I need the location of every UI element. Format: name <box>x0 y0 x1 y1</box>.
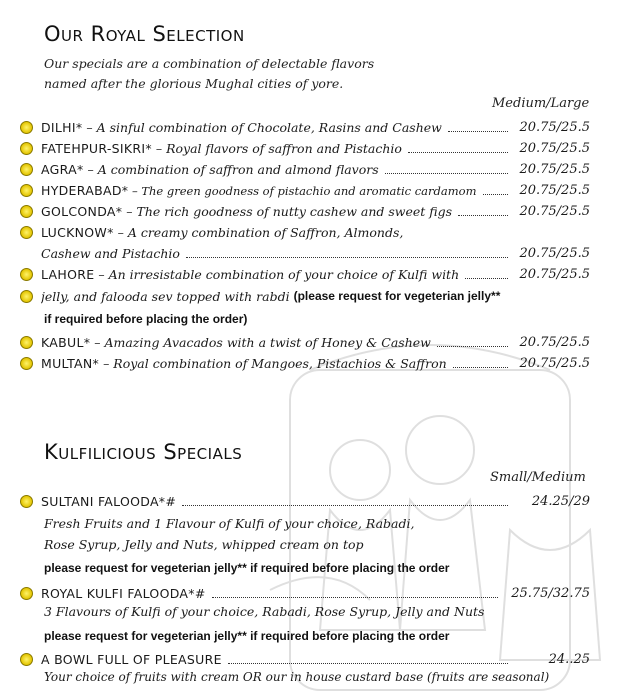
royal-intro <box>44 54 404 94</box>
menu-item-lahore <box>20 264 590 284</box>
royal-size-header: Medium/Large <box>492 96 590 111</box>
bullet-icon <box>20 495 33 508</box>
kulfilicious-title: Kulfilicious Specials <box>44 440 243 464</box>
bullet-icon <box>20 336 33 349</box>
bullet-icon <box>20 268 33 281</box>
item-desc: – A combination of saffron and almond flavors <box>83 161 379 177</box>
item-price: 20.75/25.5 <box>519 182 590 198</box>
menu-item-kabul <box>20 332 590 352</box>
menu-item-golconda <box>20 201 590 221</box>
item-price: 20.75/25.5 <box>519 161 590 177</box>
leader-dots <box>212 597 498 598</box>
menu-item-royal-kulfi-falooda <box>20 583 590 603</box>
royal-selection-title: Our Royal Selection <box>44 22 245 46</box>
item-desc: – Royal combination of Mangoes, Pistachios & Saffron <box>99 355 447 371</box>
menu-item-fatehpur-sikri <box>20 138 590 158</box>
menu-item-lucknow-line-2 <box>20 243 590 263</box>
item-desc: – A sinful combination of Chocolate, Rasins and Cashew <box>82 119 442 135</box>
menu-item-lahore-line-2 <box>20 286 590 306</box>
item-name: A BOWL FULL OF PLEASURE <box>41 651 222 667</box>
menu-item-multan <box>20 353 590 373</box>
item-name: DILHI* <box>41 119 83 135</box>
item-note-1: (please request for vegeterian jelly** <box>293 289 501 303</box>
kulfi-size-header: Small/Medium <box>490 470 586 485</box>
item-name: MULTAN* <box>41 355 100 371</box>
bullet-icon <box>20 357 33 370</box>
item-price: 20.75/25.5 <box>519 119 590 135</box>
bullet-icon <box>20 290 33 303</box>
item-price: 24.25/29 <box>531 493 590 509</box>
item-name: ROYAL KULFI FALOODA*# <box>41 585 206 601</box>
item-name: HYDERABAD* <box>41 182 129 198</box>
item-note: please request for vegeterian jelly** if required before placing the order <box>44 561 450 575</box>
item-name: KABUL* <box>41 334 91 350</box>
item-price: 20.75/25.5 <box>519 203 590 219</box>
item-note: please request for vegeterian jelly** if required before placing the order <box>44 629 450 643</box>
leader-dots <box>458 215 508 216</box>
leader-dots <box>465 278 508 279</box>
menu-item-dilhi <box>20 117 590 137</box>
item-desc: – Amazing Avacados with a twist of Honey & Cashew <box>90 334 431 350</box>
royal-intro-line-1: Our specials are a combination of delectable flavors <box>44 56 375 71</box>
item-desc: – The green goodness of pistachio and aromatic cardamom <box>128 183 477 198</box>
menu-item-bowl-full-of-pleasure <box>20 649 590 669</box>
bullet-icon <box>20 184 33 197</box>
menu-item-agra <box>20 159 590 179</box>
item-name: SULTANI FALOODA*# <box>41 493 177 509</box>
bullet-icon <box>20 142 33 155</box>
item-price: 25.75/32.75 <box>511 585 590 601</box>
bullet-icon <box>20 226 33 239</box>
item-desc: – An irresistable combination of your choice of Kulfi with <box>94 266 460 282</box>
item-price: 20.75/25.5 <box>519 355 590 371</box>
item-desc-1: Fresh Fruits and 1 Flavour of Kulfi of your choice, Rabadi, <box>44 516 415 531</box>
item-desc-2: Rose Syrup, Jelly and Nuts, whipped cream on top <box>44 537 364 552</box>
leader-dots <box>483 194 509 195</box>
leader-dots <box>182 505 508 506</box>
menu-item-sultani-falooda <box>20 491 590 511</box>
item-desc-1: Your choice of fruits with cream OR our in house custard base (fruits are seasonal) <box>44 670 550 684</box>
leader-dots <box>186 257 508 258</box>
item-desc-2: jelly, and falooda sev topped with rabdi <box>41 288 290 304</box>
item-desc-1: 3 Flavours of Kulfi of your choice, Rabadi, Rose Syrup, Jelly and Nuts <box>44 604 485 619</box>
item-name: LUCKNOW* <box>41 224 114 240</box>
background-illustration <box>250 330 622 700</box>
menu-item-hyderabad <box>20 180 590 200</box>
leader-dots <box>453 367 508 368</box>
item-name: AGRA* <box>41 161 84 177</box>
item-desc: – Royal flavors of saffron and Pistachio <box>151 140 402 156</box>
item-price: 20.75/25.5 <box>519 140 590 156</box>
leader-dots <box>385 173 508 174</box>
royal-intro-line-2: named after the glorious Mughal cities of yore. <box>44 76 344 91</box>
item-name: FATEHPUR-SIKRI* <box>41 140 152 156</box>
leader-dots <box>437 346 508 347</box>
leader-dots <box>228 663 508 664</box>
leader-dots <box>448 131 508 132</box>
bullet-icon <box>20 587 33 600</box>
bullet-icon <box>20 163 33 176</box>
item-desc-2: Cashew and Pistachio <box>41 245 180 261</box>
item-name: LAHORE <box>41 266 95 282</box>
leader-dots <box>408 152 508 153</box>
item-price: 20.75/25.5 <box>519 266 590 282</box>
bullet-icon <box>20 121 33 134</box>
menu-item-lucknow <box>20 222 590 242</box>
item-price: 20.75/25.5 <box>519 334 590 350</box>
item-price: 24..25 <box>548 651 590 667</box>
item-note-2: if required before placing the order) <box>44 312 248 326</box>
bullet-icon <box>20 653 33 666</box>
item-desc: – A creamy combination of Saffron, Almonds, <box>113 224 404 240</box>
item-desc: – The rich goodness of nutty cashew and sweet figs <box>122 203 453 219</box>
bullet-icon <box>20 205 33 218</box>
item-price: 20.75/25.5 <box>519 245 590 261</box>
item-name: GOLCONDA* <box>41 203 123 219</box>
